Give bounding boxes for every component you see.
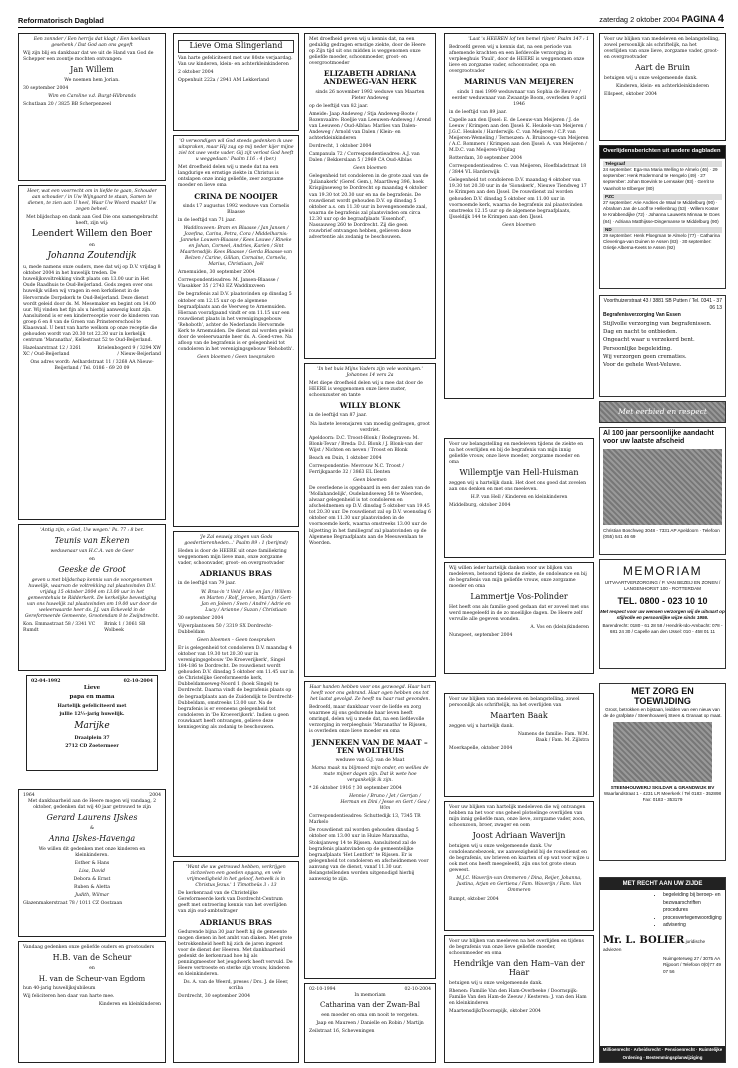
kids-3: Ruben & Aletta bbox=[74, 885, 110, 891]
ad-title: MET ZORG EN TOEWIJDING bbox=[631, 686, 694, 707]
ad-van-essen bbox=[599, 295, 726, 397]
groom-name: Leendert Willem den Boer bbox=[31, 229, 153, 240]
memoriam-slogan: Met respect voor uw wensen verzorgen wij de uitvaart op stijlvolle en persoonlijke wijze sinds 1956. bbox=[600, 608, 725, 620]
correspondence: Correspondentie: Mevrouw N.C. Troost / Ferrijkgaarde 32 / 3863 EL Ilenten bbox=[309, 463, 404, 475]
ad-date: 30 september 2004 bbox=[23, 86, 69, 92]
verse-2: Mama maak nu blijmoed mijn onder, en wellies de mate mijner dagen zijn. Dat ik wete hoe vergankelijk ik zijn. bbox=[311, 765, 429, 783]
ad-text: Bedroefd geven wij u kennis dat, na een periode van afnemende krachten en een liefdevolle verzorging in verpleeghuis 'Pauli', door de HEERE is weggenomen onze lieve en zorgzame vader, schoonvader, opa en overgrootvader bbox=[449, 45, 585, 75]
company-address: Waarlandstraat 1 - 4231 LR Meerkerk / Tel 0183 - 352898 Fax: 0183 - 353179 bbox=[603, 791, 722, 803]
deceased-name: ADRIANUS BRAS bbox=[199, 569, 273, 579]
date-2: 02-10-2004 bbox=[123, 679, 153, 684]
address: Draaiplein 37 bbox=[74, 735, 110, 741]
note: Geen bloemen bbox=[502, 222, 536, 228]
obituary-bras-church bbox=[173, 861, 299, 1063]
place: Zeilstraat 16, Scheveningen bbox=[309, 1028, 375, 1034]
ad-text: Voor uw blijken van medeleven en belangstelling, zowel persoonlijk als schriftelijk, na het overlijden van onze lieve, zorgzame vader, groot- en overgrootvader bbox=[604, 37, 720, 61]
address-2: 2712 CD Zoetermeer bbox=[65, 743, 119, 749]
thanks-vos bbox=[444, 562, 594, 674]
ad-text-2: zeggen wij u hartelijk dank. bbox=[449, 723, 514, 729]
obituary-bras bbox=[173, 531, 299, 857]
name-1: H.B. van de Scheur bbox=[52, 953, 132, 963]
deceased-name: JENNEKEN VAN DE MAAT – TEN WOLTHUIS bbox=[312, 737, 428, 755]
signature: Namens de familie: Fam. W.M. Baak / Fam. M. Zijlstra bbox=[517, 731, 589, 744]
and-word: en bbox=[89, 556, 95, 562]
ad-text-3: Wij feliciteren hen daar van harte mee. bbox=[23, 993, 115, 999]
verse: 'In het huis Mijns Vaders zijn vele woningen.' Johannes 14 vers 2a bbox=[317, 367, 423, 379]
service-line: Voor de gehele West-Veluwe. bbox=[603, 361, 682, 368]
person-name: Willemptje van Hell-Huisman bbox=[459, 468, 579, 478]
company-address: Voorthuizerstraat 43 / 3881 SB Putten / Tel. 0341 - 37 06 13 bbox=[603, 298, 722, 311]
verse: Een zonnder / Een herrijs dat klagt / Een koellaan gesehenk / Dat God aan ons gegeft bbox=[33, 37, 151, 49]
paper-name: Reformatorisch Dagblad bbox=[18, 16, 104, 25]
ad-text: Voor uw blijken van medeleven en belangstelling, zowel persoonlijk als schriftelijk, na het overlijden van bbox=[449, 697, 580, 709]
birth-announcement bbox=[18, 33, 166, 181]
ad-steenhouwerij bbox=[599, 683, 726, 861]
and-word: & bbox=[89, 825, 95, 831]
deceased-sub: sinds 17 augustus 1992 weduwe van Cornelis Blaasse bbox=[182, 203, 290, 215]
deceased-sub: sinds 1 mei 1999 weduwnaar van Sophia de Reuver / eerder weduwnaar van Zwaantje Boom, overleden 9 april 1946 bbox=[451, 89, 587, 107]
service-line: Stijlvolle verzorging van begrafenissen. bbox=[603, 321, 712, 328]
service-line: Dag en nacht te ontbieden. bbox=[603, 329, 678, 336]
ad-title: Al 100 jaar persoonlijke aandacht voor uw laatste afscheid bbox=[603, 430, 714, 446]
address-2: Krielenbogerd 9 / 3294 XW / Nieuw-Beijerland bbox=[97, 346, 161, 358]
correspondence: Correspondentieadres: C. van Meijeren, Hoefbladstraat 18 / 3844 VL Harderwijk bbox=[449, 164, 587, 176]
heading: In memoriam bbox=[354, 993, 386, 999]
correspondence: Correspondentieadres: Schuttedijk 13, 7345 TR Markelo bbox=[309, 814, 421, 826]
ad-sub: Christian Boschweg 3048 - 7331 AP Apeldoorn · Telefoon (055) 541 46 69 bbox=[603, 528, 720, 540]
name-2: Geeske de Groot bbox=[58, 564, 126, 574]
ad-text: Met diepe droefheid delen wij u mee dat door de HEERE is weggenomen onze lieve zuster, schoonzuster en tante bbox=[309, 381, 423, 399]
paper-nd: ND bbox=[603, 227, 722, 233]
place-date: Middelburg, oktober 2004 bbox=[449, 503, 511, 509]
ad-text: Van harte gefeliciteerd met uw 80ste verjaardag. Van uw kinderen, klein- en achterkleinkinderen bbox=[178, 55, 293, 67]
ad-text-2: hun 40-jarig huwelijksjubileum bbox=[23, 985, 96, 991]
obituary-meijeren bbox=[444, 33, 594, 399]
ad-footer: Millioenrecht · Arbeidsrecht · Pensioenrecht · Ruimtelijke Ordening · Bestemmingsplanwijziging bbox=[600, 1046, 725, 1062]
ad-text: Met droefheid delen wij u mede dat na een langdurige en ernstige ziekte in Christus is ontslapen onze innig geliefde, zeer zorgzame moeder en lieve oma bbox=[178, 165, 284, 189]
ad-text: Met blijdschap en dank aan God Die ons samengebracht heeft, zijn wij: bbox=[26, 215, 158, 227]
signature: M.J.C. Waverijn-van Ommeren / Dina, Reijer, Johanna, Justina, Arjan en Gertiena / Fam. Waverijn / Fam. Van Ommeren bbox=[456, 876, 582, 894]
greeting: Lieve bbox=[83, 685, 101, 692]
place-date: Ellspeet, oktober 2004 bbox=[604, 92, 657, 98]
name-2: Anna IJskes-Havenga bbox=[48, 834, 136, 844]
ad-text: een moeder en oma om nooit te vergeten. bbox=[321, 1012, 419, 1018]
deceased-name: MARINUS VAN MEIJEREN bbox=[464, 77, 574, 87]
address-2: Brink 1 / 3061 SB Wolbeek bbox=[104, 622, 146, 634]
service-item: • begeleiding bij beroep- en bezwaarschriften procedures bbox=[663, 892, 722, 915]
ad-body: De overledene is opgebaard in een der zalen van de 'Mollahandelijk', Oudelandseweg 58 te Woerden, alwaar gelegenheid is tot condoleren en afscheidnemen op D.V. dinsdag 5 oktober van 19.45 tot 20.30 uur. De rouwdienst zal op D.V. woensdag 6 oktober om 11.30 uur plaatsvinden in de voornoemde kerk, waarna omstreeks 13.00 uur de bijzetting in het familiegraf zal plaatsvinden op de Algemene Begraafplaats aan de Meeuwenlaan te Woerden. bbox=[309, 486, 431, 546]
family-list: Ameide: Jaap Andeweg / Stja Andeweg-Boote / Rozenvaalre: Roeljie van Leeuwen-Andeweg / Arend van Leeuwen / Oud-Alblas: Marlies van Dalen-Andeweg / Arnold van Dalen / Klein- en achterkleinkinderen bbox=[309, 111, 431, 142]
service-item: • procesvertegenwoordiging bbox=[663, 915, 722, 923]
ad-body: De begrafenis zal D.V. plaatsvinden op dinsdag 5 oktober om 12.15 uur op de algemene begraafplaats aan de Veerweg te Arnemuiden. Hieraan voorafgaand vindt er om 11.15 uur een rouwdienst plaats in het verenigingsgebouw 'Rehoboth', achter de Nederlands Hervormde Kerk te Arnemuiden. De dienst zal worden geleid door de weleerwaarde heer ds. A. Goed-vree. Na afloop van de begrafenis is er gelegenheid tot condoleren in het verenigingsgebouw 'Rehoboth'. bbox=[178, 292, 294, 353]
ad-text: Wij willen ieder hartelijk danken voor uw blijken van medeleven, betoond tijdens de ziekte, de ondoleance en bij de begrafenis van mijn geliefde vrouw, onze zorgzame moeder en oma bbox=[449, 566, 587, 590]
ad-text: Heden is door de HEERE uit onze familiekring weggenomen mijn lieve man, onze zorgzame vader, schoonvader, groot- en overgrootvader bbox=[178, 549, 287, 567]
address: Glazenmakerstraat 78 / 1011 CZ Oostzaan bbox=[23, 901, 123, 907]
list-nd: 29 september: Henk Ploegman te Almelo (77) · Catharina Cleveringa-van Duinen te Assen (83) · 30 september: Grietje Alberna-Keets te Assen (92) bbox=[603, 232, 720, 251]
correspondence: Campanula 72 / Correspondentieadres: A.J. van Dalen / Bekkerslaan 5 / 2969 CA Oud-Alblas bbox=[309, 152, 420, 164]
ad-body: geven u met blijdschap kennis van de voorgenomen huwelijk, waarvan de voltrekking zal plaatsvinden D.V. vrijdag 15 oktober 2004 om 13.00 uur in het gemeentehuis te Ridderkerk. De kerkelijke bevestiging van ons huwelijk zal plaatsvinden om 19.00 uur door de weleerwaarde heer ds. J.J. van Eckeveld in de Gereformeerde Gemeente, Grootendam 8 te Zwijndrecht. bbox=[24, 577, 160, 620]
service-line: Wij verzorgen geen crematies. bbox=[603, 353, 687, 360]
kids-2: Debora & Ernst bbox=[73, 877, 111, 883]
deceased-name: ADRIANUS BRAS bbox=[199, 917, 273, 927]
ad-body: betuigen wij u onze welgemeende dank. Uw condoleancebezoek, uw aanwezigheid bij de rouwdienst en de begrafenis, uw brieven en kaarten of op wat voor wijze u ook met ons heeft meegeleefd, zijn ons tot grote steun geweest. bbox=[449, 844, 589, 874]
ad-date: 2 oktober 2004 bbox=[178, 69, 214, 75]
note: Geen bloemen – Geen toespraken bbox=[196, 637, 276, 643]
place-date: Dordrecht, 30 september 2004 bbox=[178, 994, 251, 1000]
birthday-announcement bbox=[173, 33, 299, 131]
wedding-announcement bbox=[18, 185, 166, 520]
family-list: W. Bras-in 't Veld / Alie en Jan / Willem en Marten / Rolf, Jeroen, Martijn / Gert-Jan en Joleen / Sven / André / Adrie en Lucy / Arianne / Suzan / Christiaan bbox=[199, 589, 293, 613]
firm-address: Nuimgeterweg 27 / 3075 AA Rijpoort / Telefoon 0(0)77 49 07 56 bbox=[663, 956, 721, 974]
ad-date: 30 september 2004 bbox=[178, 615, 224, 621]
deceased-age: in de leeftijd van 71 jaar. bbox=[178, 217, 236, 223]
signature: Rhenen: Familie Van den Ham-Overbeeke / Doornspijk: Familie Van den Ham-de Zeeuw / Kesteren: J. van den Ham en kleinkinderen bbox=[449, 988, 587, 1006]
place-date: Maartensdijk/Doornspijk, oktober 2004 bbox=[449, 1009, 541, 1015]
engagement-announcement bbox=[18, 524, 166, 671]
memoriam-branches: Barendrecht: 0180 - 61 28 58 / Hendrik-Ido-Ambacht: 078 - 681 24 30 / Capelle aan den IJssel: 010 - 458 01 11 bbox=[602, 623, 723, 635]
address: Schutlaan 20 / 3825 BB Scherpenzeel bbox=[23, 102, 112, 108]
list-telegraaf: 24 september: Ega-Ina Maria Welling te Almelo (46) · 29 september: Henk Rodermond te Hengelo (49) · 27 september: Johan Boevink te Lemsaker (93) · Gerrit te Vaanholt te Elberger (80) bbox=[603, 167, 718, 191]
kids-1: Esther & Hans bbox=[74, 860, 110, 866]
ad-memoriam bbox=[599, 559, 726, 669]
person-name: Lammertje Vos-Polinder bbox=[470, 592, 568, 602]
date-2: 02-10-2004 bbox=[404, 987, 431, 992]
life-dates: * 26 oktober 1916 † 30 september 2004 bbox=[309, 786, 402, 792]
ad-text-2: We willen dit gedenken met onze kinderen en kleinkinderen. bbox=[38, 846, 146, 858]
signature: Kinderen, klein- en achterkleinkinderen bbox=[615, 84, 710, 90]
obituary-maat bbox=[304, 681, 436, 979]
child-name: Jan Willem bbox=[70, 65, 114, 75]
memoriam-sub: UITVAARTVERZORGING / P. VAN BEZEIJ EN ZONEN / LANGENHORST 100 - ROTTERDAM bbox=[604, 580, 721, 592]
ad-body: Gedurende bijna 30 jaar heeft hij de gemeente mogen dienen in het ambt van diaken. Met grote betrokkenheid heeft hij zich de jaren ingezet voor de dienst der Heeren. Met dankbaarheid gedenkt de kerkenraad hoe hij als penningmeester het jeugdwerk heeft vervuld. De Heere vertroeste en sterke zijn vrouw, kinderen en kleinkinderen. bbox=[178, 929, 293, 978]
column-4 bbox=[444, 33, 594, 1050]
ad-text: De kerkenraad van de Christelijke Gereformeerde kerk van Dordrecht-Centrum geeft met ontroering kennis van het overlijden van zijn oud-ambtsdrager bbox=[178, 891, 287, 915]
list-pzc: 27 september: Arie Andries de Waal te Middelburg (90) · Abraham Jan de Looff te Hellenbrug (53) · Willem Koster te Krabbendijke (72) · Johanna Lauwerts Minnaa te Goes (84) · Adriana Matthijsse-Dingemanse te Middelburg (90) bbox=[603, 199, 720, 224]
column-3 bbox=[304, 33, 436, 1050]
service-item: • advisering bbox=[663, 922, 722, 930]
person-name: Catharina van der Zwan-Bal bbox=[319, 1001, 421, 1010]
verse: 'Antig zijn, o God, Uw wegen.' Ps. 77 : 8 ber. bbox=[40, 528, 144, 533]
deceased-age: op de leeftijd van 82 jaar. bbox=[309, 103, 369, 109]
deceased-age: in de leeftijd van 87 jaar. bbox=[309, 413, 367, 419]
obituary-andeweg bbox=[304, 33, 436, 359]
kids-3b: Judith, Wilmar bbox=[75, 893, 109, 899]
place-date: Moerkapelle, oktober 2004 bbox=[449, 746, 513, 752]
ad-date: Beach en Duin, 1 oktober 2004 bbox=[309, 455, 382, 461]
person-name: Lieve Oma Slingerland bbox=[178, 40, 294, 53]
person-name: Joost Adriaan Waverijn bbox=[472, 831, 566, 841]
and-word: en bbox=[89, 965, 95, 971]
service-line: Persoonlijke begeleiding. bbox=[603, 345, 672, 352]
anniversary-40 bbox=[18, 789, 166, 937]
address-1: Kon. Emmastraat 58 / 3341 VC Rumdt bbox=[23, 622, 96, 634]
ad-body: Groot, betrokken en bijstaan, leidden van een nieuw van de de grafplate / Steenhouwerij Steen & Granaat op maat. bbox=[603, 706, 722, 718]
address: Oppenhuit 222a / 2941 AM Lekkerland bbox=[178, 77, 269, 83]
ad-sign: Kinderen en kleinkinderen bbox=[98, 1001, 161, 1007]
verse: 'Je Zal eeuwig zingen van Gods goedertierenheden...' Psalm 89 : 1 (berijmd) bbox=[184, 535, 288, 547]
ad-body: Gelegenheid tot condoleren in de grote zaal van de 'Julianakerk' (Geref. Gem.), Maartlweg 396, hoek Krispijnseweg te Dordrecht op maandag 4 oktober van 19.30 tot 20.30 uur en na de begrafenis. De rouwdienst wordt gehouden D.V. op dinsdag 5 oktober a.s. om 11.30 uur in bovengenoemde zaal, waarna de begrafenis zal plaatsvinden om circa 12.30 uur op de begraafplaats 'Essenhof', Nassauweg 260 te Dordrecht. Zij die geen rouwbrief ontvangen hebben, gelieven deze advertentie als zodanig te beschouwen. bbox=[309, 174, 429, 240]
memoriam-phone[interactable]: TEL. 0800 - 023 10 10 bbox=[617, 595, 708, 606]
message: Hartelijk gefeliciteerd met bbox=[57, 703, 127, 709]
thanks-ham bbox=[444, 935, 594, 1063]
memoriam-logo: MEMORIAM bbox=[622, 564, 703, 578]
anniversary-card bbox=[26, 675, 158, 771]
obituary-blonk bbox=[304, 363, 436, 677]
greeting-2: papa en mama bbox=[69, 694, 115, 701]
respect-banner bbox=[600, 402, 725, 422]
person-name: Hendrikje van den Ham–van der Haar bbox=[453, 959, 585, 977]
parents: Wim en Caroline v.d. Burgt-Hilbrands bbox=[48, 94, 136, 100]
thanks-baak bbox=[444, 693, 594, 797]
paper-pzc: PZC bbox=[603, 194, 722, 200]
signature: H.P. van Hell / Kinderen en kleinkinderen bbox=[470, 495, 568, 501]
ad-text: Met droefheid geven wij u kennis dat, na een geduldig gedragen ernstige ziekte, door de Heere op Zijn tijd uit ons midden is weggenomen onze geliefde moeder, schoonmoeder, groot- en overgrootmoeder bbox=[309, 37, 426, 67]
ad-body: De rouwdienst zal worden gehouden dinsdag 5 oktober om 13.00 uur in Huize Maranatha, Stoksjanweg 14 te Rijssen. Aansluitend zal de begrafenis plaatsvinden op de gemeentelijke begraafplaats 'Het Lentfort' te Rijssen. Er is gelegenheid tot condoleren en afscheidnemen voor aanvang van de dienst, vanaf 11.30 uur. Belangstellenden worden uitgenodigd hierbij aanwezig te zijn. bbox=[309, 828, 429, 882]
family-list: Hennie / Bruno / Jet / Gerrjan / Herman en Dini / Jesse en Gert / Gea / Wim bbox=[340, 794, 430, 812]
ad-text: Voor uw blijken van meeleven na het overlijden en tijdens de begrafenis van onze lieve geliefde moeder, schoonmoeder en oma bbox=[449, 939, 584, 957]
signature: Ds. A. van de Weerd, preses / Drs. J. de Heer, scriba bbox=[183, 980, 289, 992]
deceased-sub: weduwe van G.J. van de Maat bbox=[335, 757, 405, 763]
ad-text-2: betuigen wij u onze welgemeende dank. bbox=[449, 980, 543, 986]
firm-sub: juridische adviezen bbox=[603, 938, 706, 952]
deceased-name: ELIZABETH ADRIANA ANDEWEG-VAN HERK bbox=[323, 69, 417, 87]
ad-body: Het heeft ons als familie goed gedaan dat er zoveel met ons werd meegeleefd in de zo moeilijke dagen. De Heere zelf vervulle alle gegeven wonden. bbox=[449, 605, 589, 623]
ad-respect bbox=[599, 401, 726, 423]
panel-title: Overlijdensberichten uit andere dagbladen bbox=[600, 146, 725, 159]
bride-name: Johanna Zoutendijk bbox=[47, 251, 137, 262]
verse: Haar handen hebben voor ons gezwoegd. Haar hart heeft voor ons gebrand. Haar ogen hebben ons tot het laatst gevolgd. Ze heeft nu haar rust gevonden. bbox=[309, 685, 431, 703]
ad-text: Met dankbaarheid aan de Heere mogen wij vandaag, 2 oktober, gedenken dat wij 40 jaar getrouwd te zijn bbox=[27, 799, 157, 811]
message-2: jullie 12½-jarig huwelijk. bbox=[59, 711, 125, 717]
date-1: 02-10-1994 bbox=[309, 987, 336, 992]
deceased-name: CRINA DE NOOIJER bbox=[194, 191, 278, 201]
paper-telegraaf: Telegraaf bbox=[603, 161, 722, 167]
name-2: H. van de Scheur-van Egdom bbox=[38, 973, 146, 983]
thanks-hell bbox=[444, 438, 594, 558]
place-date: Rumpt, oktober 2004 bbox=[449, 896, 499, 902]
column-5 bbox=[599, 33, 726, 1060]
verse: 'Want die uw getrouwd hebben, verkrijgen zichzelven een goeden opgang, en vele vrijmoedigheid in het geloof, hetwelk is in Christus Jezus.' 1 Timotheüs 3 : 13 bbox=[186, 865, 286, 889]
address-1: Hazelaarstraat 12 / 3261 XC / Oud-Beijerland bbox=[23, 346, 82, 358]
closing-note: Geen bloemen / Geen toespraken bbox=[197, 355, 275, 361]
banner-text: Met eerbied en respect bbox=[618, 406, 707, 416]
other-papers-panel bbox=[599, 145, 726, 289]
deceased-sub: Na lastete levensjaren van moedig gedragen, groot verdriet. bbox=[310, 421, 430, 433]
verse: 'O verwondigen wil God steeds gedenken ik uwe uitspraken, maar Hij zag op mij neder kijer mijne ziel tot uwe veste vader. Gij zijt verlost God heeft u weggedaan.' Psalm 116 : 4 (ber.) bbox=[178, 139, 294, 163]
signature: A. Vos en (klein)kinderen bbox=[530, 625, 589, 631]
ad-text-2: betuigen wij u onze welgemeende dank. bbox=[604, 76, 698, 82]
ad-text: Bedroefd, maar dankbaar voor de liefde en zorg waarmee zij ons gedurende haar leven heeft omringd, delen wij u mede dat, na een liefdevolle verzorging in verpleeghuis 'Maranatha' te Rijssen, is overleden onze lieve moeder en oma bbox=[309, 705, 427, 735]
correspondence: Correspondentieadres: M. Jansen-Blaasse / Vlasakker 35 / 2743 EZ Waddinxveen bbox=[178, 278, 279, 290]
name-1: Gerard Laurens IJskes bbox=[46, 813, 138, 823]
verse: 'Laat 's HEEREN lof ten hemel rijzen' Psalm 147 : 1 bbox=[468, 37, 589, 42]
firm-name: Mr. L. BOLIER bbox=[603, 934, 685, 946]
address: Vijverplantsoen 50 / 3319 SX Dordrecht-Dubbeldam bbox=[178, 623, 273, 635]
ad-sub: We noemen hem Jorian. bbox=[64, 78, 120, 84]
ad-text-2: zeggen wij u hartelijk dank. Het doet ons goed dat zovelen aan ons denken en met ons meeleven. bbox=[449, 481, 587, 493]
future-address: Ons adres wordt: Aelhardstraat 11 / 3268 AA Nieuw-Beijerland / Tel. 0186 - 69 20 09 bbox=[30, 360, 154, 372]
date-1: 02-04-1992 bbox=[31, 679, 61, 684]
signature: Marijke bbox=[74, 720, 110, 731]
and-word: en bbox=[89, 243, 95, 249]
anniversary-scheur bbox=[18, 941, 166, 1063]
company-name: Begrafenisverzorging Van Essen bbox=[603, 311, 681, 318]
ad-body: u, mede namens onze ouders, mee dat wij op D.V. vrijdag 8 oktober 2004 in het huwelijk treden. De huwelijksvoltrekking vindt plaats om 13.00 uur in Het Oude Raadhuis te Oud-Beijerland. Gods zegen over ons huwelijk willen wij vragen in een kerkdienst in de Hervormde Dorpskerk te Oud-Beijerland. Deze dienst wordt geleid door ds. M. Mesemaker en begint om 14.00 uur. Wij vinden het fijn als u hierbij aanwezig kunt zijn. Aansluitend is er een kinderreceptie voor de kinderen van groep 6 en 8 van de Groen van Prinstererschool te Klaaswaal. U bent van harte welkom op onze receptie die gehouden wordt van 20.30 tot 22.30 uur in kerkelijk centrum 'Maranatha', Kellestraat 52 te Oud-Beijerland. bbox=[23, 265, 161, 343]
place-date: Rotterdam, 30 september 2004 bbox=[449, 156, 523, 162]
column-2 bbox=[173, 33, 299, 1050]
in-memoriam bbox=[304, 983, 436, 1063]
deceased-sub: sinds 26 november 1992 weduwe van Maarten Pieter Andeweg bbox=[315, 89, 425, 101]
ad-title: MET RECHT AAN UW ZIJDE bbox=[600, 878, 725, 890]
ad-date: Dordrecht, 1 oktober 2004 bbox=[309, 144, 372, 150]
verse: Heer, wat een voorrecht om in liefde te gaan, Schouder aan schouder / in Uw Wijngaard te staan, Samen te dienen, te zien aan U heel, Waar Uw Woord maakt! Uw zegen beheel. bbox=[27, 189, 157, 213]
ad-100-jaar bbox=[599, 427, 726, 555]
ad-text: Wij zijn blij en dankbaar dat we uit de Hand van God de Schepper een zoontje mochten ontvangen: bbox=[23, 51, 154, 63]
thanks-bruin bbox=[599, 33, 726, 141]
column-1 bbox=[18, 33, 166, 1050]
photo bbox=[603, 449, 722, 525]
note: Geen bloemen bbox=[353, 166, 387, 172]
ad-body: Er is gelegenheid tot condoleren D.V. maandag 4 oktober van 19.30 tot 20.30 uur in verenigingsgebouw 'De Kroeverijkerk', Singel 184-186 te Dordrecht. De rouwdienst wordt gehouden D.V. dinsdag 5 oktober om 11.45 uur in de Christelijke Gereformeerde kerk, Dubbeldamseweg-Noord 1 (hoek Singel) te Dordrecht. Daarna vindt de begrafenis plaats op de begraafplaats aan de Zuidendijk te Dordrecht-Dubbeldam, omstreeks 13.00 uur. Na de begrafenis is er eveneens gelegenheid tot condoleren in 'De Kroeverijkerk'. Indien u geen rouwkaart heeft ontvangen, gelieve deze kennisgeving als zodanig te beschouwen. bbox=[178, 646, 294, 730]
kids-1b: Lisa, David bbox=[79, 869, 105, 875]
ad-text: Voor uw blijken van hartelijk medeleven die wij ontvangen hebben na het voor ons geheel plotselinge overlijden van mijn innig geliefde man, onze lieve, zorgzame vader, zoon, schoonzoon, broer, zwager en oom bbox=[449, 805, 586, 829]
company-name: STEENHOUWERIJ SKILDAR & GRANDWIJK BV bbox=[610, 785, 715, 791]
deceased-name: WILLY BLONK bbox=[339, 401, 401, 411]
family-list: Waddinxveen: Bram en Blaasse / Jan Jansen / Jozefina, Carina, Petra, Cora / Middelharnis: Janneke Louwen-Blaasse / Kees Louwe / Rineke en Johan, Corneel, Andries, Karien / Sint Maartensdijk: Kees Blaasse / Gerda Blaasse-van Belzen / Carine, Gillian, Cornaine, Cornelis, Marius, Christiaan, Joël bbox=[180, 225, 292, 268]
ad-text: Voor uw belangstelling en medeleven tijdens de ziekte en na het overlijden en bij de begrafenis van mijn innig geliefde vrouw, onze lieve moeder, zorgzame moeder en oma bbox=[449, 442, 584, 466]
family-list: Capelle aan den IJssel: E. de Leeuw-van Meijeren / J. de Leeuw / Krimpen aan den IJssel: K. Heukels-van Meijeren / J.G.C. Heukels / Harderwijk: C. van Meijeren / C.P. van Meijeren-Wemeling / Terneuzen: A. Bruinooge-van Meijeren / A.C. Rommers / Krimpen aan den IJssel: A. van Meijeren / M.D.C. van Meijeren-Vrijdag bbox=[449, 117, 589, 154]
deceased-age: in de leeftijd van 89 jaar. bbox=[449, 109, 507, 115]
page-date: zaterdag 2 oktober 2004 PAGINA 4 bbox=[599, 13, 724, 25]
note: Geen bloemen bbox=[353, 478, 387, 484]
name-1: Teunis van Ekeren bbox=[54, 536, 130, 546]
name-1-sub: weduwnaar van H.C.A. van de Geer bbox=[50, 548, 134, 554]
date-2: 2004 bbox=[149, 793, 161, 798]
ad-text: Vandaag gedenken onze geliefde ouders en grootouders bbox=[23, 945, 155, 950]
photo bbox=[613, 722, 712, 782]
obituary-nooijer bbox=[173, 135, 299, 527]
page-header bbox=[18, 14, 724, 28]
person-name: Aart de Bruin bbox=[634, 63, 691, 73]
thanks-waverijn bbox=[444, 801, 594, 931]
deceased-age: in de leeftijd van 79 jaar. bbox=[178, 581, 236, 587]
place-date: Nunspeet, september 2004 bbox=[449, 633, 513, 639]
family-list: Jaap en Maureen / Danielle en Robin / Martijn bbox=[316, 1020, 424, 1026]
person-name: Maarten Baak bbox=[490, 711, 548, 721]
service-line: Ongeacht waar u verzekerd bent. bbox=[603, 337, 695, 344]
ad-bolier bbox=[599, 877, 726, 1063]
place-date: Arnemuiden, 30 september 2004 bbox=[178, 270, 255, 276]
ad-body: Gelegenheid tot condoleren D.V. maandag 4 oktober van 19.30 tot 20.30 uur in de 'Sionskerk', Nieuwe Tiendweg 17 te Krimpen aan den IJssel. De rouwdienst zal worden gehouden D.V. dinsdag 5 oktober om 11.00 uur in voornoemde kerk, waarna de begrafenis zal plaatsvinden omstreeks 12.15 uur op de algemene begraafplaats, IJsseldijk 144 te Krimpen aan den IJssel. bbox=[449, 178, 587, 220]
family-list: Apeldoorn: D.C. Troost-Blonk / Bodegraven: M. Blonk-Tevar / Breda: D.I. Blonk / J. Blonk-van der Wijst / Nichten en neven / Troost en Blonk bbox=[309, 435, 423, 453]
date-1: 1964 bbox=[23, 793, 35, 798]
